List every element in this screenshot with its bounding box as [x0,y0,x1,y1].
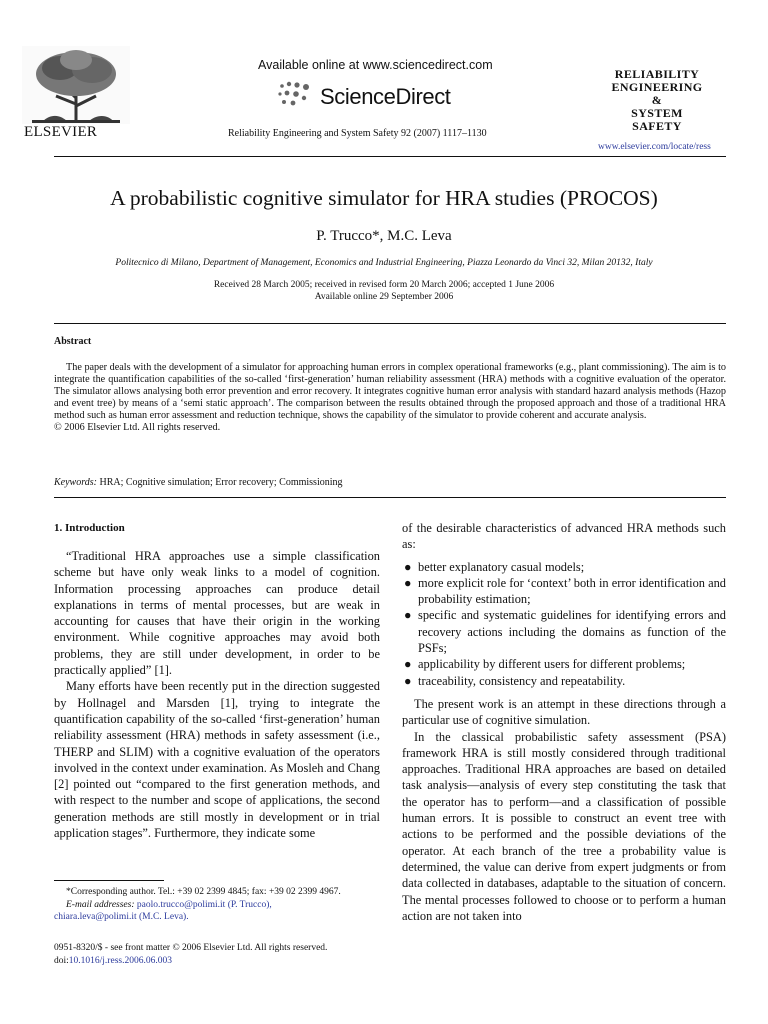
journal-name-line: & [651,93,663,107]
issn-line: 0951-8320/$ - see front matter © 2006 Elsevier Ltd. All rights reserved. [54,943,328,953]
footnote-block [54,886,384,924]
abstract-text: The paper deals with the development of a simulator for approaching human errors in complex operational frameworks (e.g., plant commissioning). The aim is to integrate the quantification capabilities of the so-called ‘first-generation’ human reliability assessment (HRA) methods with a cognitive evaluation of the operator. The simulator allows analysing both error prevention and error recovery. It integrates cognitive human error analysis with standard hazard analysis methods (Hazop and event tree) by means of a ‘semi static approach’. The comparison between the results obtained through the proposed approach and those of a traditional HRA method such as human error assessment and reduction technique, shows the capability of the simulator to provide coherent and accurate analysis. [54,362,726,422]
doi-link[interactable]: 10.1016/j.ress.2006.06.003 [68,955,172,966]
article-authors: P. Trucco*, M.C. Leva [316,228,452,244]
header-divider [54,156,726,157]
email-link-leva[interactable]: chiara.leva@polimi.it (M.C. Leva). [54,912,189,922]
list-item: ● applicability by different users for different problems; [404,657,686,672]
abstract-copyright: © 2006 Elsevier Ltd. All rights reserved. [54,422,221,434]
right-column [402,520,726,924]
body-paragraph: The present work is an attempt in these directions through a particular use of cognitive simulation. [402,696,726,728]
characteristics-list [402,559,726,689]
journal-name-line: RELIABILITY [614,67,700,81]
bullet-icon: ● [404,559,412,574]
body-paragraph: In the classical probabilistic safety assessment (PSA) framework HRA is still mostly considered through traditional approaches. Traditional HRA approaches are based on detailed task analysis—analysis of every step constituting the task that the operator has to perform—and a classification of possible human errors. It is possible to construct an event tree with actions to be performed and the possible deviations of the operator. At each branch of the tree a probability value is determined, the value can derive from expert judgments or from data collected in databases, adaptable to the situation of concern. The mental processes followed to choose or to perform a human action are not taken into [402,729,726,923]
list-item: ● traceability, consistency and repeatability. [404,673,626,688]
available-online-text[interactable]: Available online at www.sciencedirect.com [258,58,493,72]
author-affiliation: Politecnico di Milano, Department of Management, Economics and Industrial Engineering, Piazza Leonardo da Vinci 32, Milan 20132, Italy [115,258,653,268]
keywords-divider [54,497,726,498]
footnote-divider [54,880,164,881]
keywords-label: Keywords: [54,477,97,488]
email-line [54,911,384,924]
doi-label: doi: [54,955,69,966]
email-line [54,899,384,912]
received-dates: Received 28 March 2005; received in revised form 20 March 2006; accepted 1 June 2006 [213,280,555,290]
journal-url-link[interactable]: www.elsevier.com/locate/ress [598,142,711,152]
email-link-trucco[interactable]: paolo.trucco@polimi.it (P. Trucco), [136,899,272,910]
sciencedirect-brand: ScienceDirect [320,84,451,109]
email-label: E-mail addresses: [66,899,135,910]
corresponding-author-note: *Corresponding author. Tel.: +39 02 2399 4845; fax: +39 02 2399 4967. [66,887,341,897]
list-item: ● more explicit role for ‘context’ both in error identification and probability estimation; [404,575,726,607]
article-title: A probabilistic cognitive simulator for HRA studies (PROCOS) [110,186,658,210]
abstract-body [54,362,726,435]
bullet-icon: ● [404,657,412,672]
list-item: ● better explanatory casual models; [404,559,585,574]
section-heading: 1. Introduction [54,522,125,534]
front-matter-block [54,942,394,967]
keywords-line [54,477,343,488]
journal-name-line: ENGINEERING [611,80,703,94]
publisher-wordmark: ELSEVIER [24,124,98,140]
abstract-divider [54,323,726,324]
abstract-heading: Abstract [54,336,92,347]
bullet-icon: ● [404,673,412,688]
journal-citation: Reliability Engineering and System Safety 92 (2007) 1117–1130 [228,128,487,139]
available-online-date: Available online 29 September 2006 [314,292,454,302]
body-paragraph: Many efforts have been recently put in the direction suggested by Hollnagel and Marsden [1], trying to integrate the quantification capability of the so-called ‘first-generation’ human reliability assessment (HRA) methods in safety assessment (i.e., THERP and SLIM) with a cognitive evaluation of the operators involved in the context under examination. As Mosleh and Chang [2] pointed out “compared to the first generation methods, and with respect to the number and scope of applications, the second generation methods are still mostly in development or in trial application stages”. Furthermore, they indicate some [54,679,380,841]
journal-name-block [592,68,722,133]
body-paragraph: of the desirable characteristics of advanced HRA methods such as: [402,521,726,552]
bullet-icon: ● [404,608,412,623]
doi-line [54,955,394,968]
body-paragraph: “Traditional HRA approaches use a simple classification scheme but have only weak links to a model of cognition. Information processing approaches can produce detail explanations in terms of mental processes, but are weak in accounting for causes that have their origin in the working environment. While cognitive approaches may avoid both problems, they are still under development, in order to be practically applied” [1]. [54,549,380,678]
bullet-icon: ● [404,575,412,590]
sciencedirect-dots-icon [276,80,316,108]
keywords-list: HRA; Cognitive simulation; Error recovery; Commissioning [99,477,343,488]
journal-name-line: SAFETY [632,119,682,133]
article-history [0,279,768,303]
journal-name-line: SYSTEM [631,106,683,120]
list-item: ● specific and systematic guidelines for identifying errors and recovery actions including the domains as function of the PSFs; [404,608,726,656]
left-column [54,520,380,841]
